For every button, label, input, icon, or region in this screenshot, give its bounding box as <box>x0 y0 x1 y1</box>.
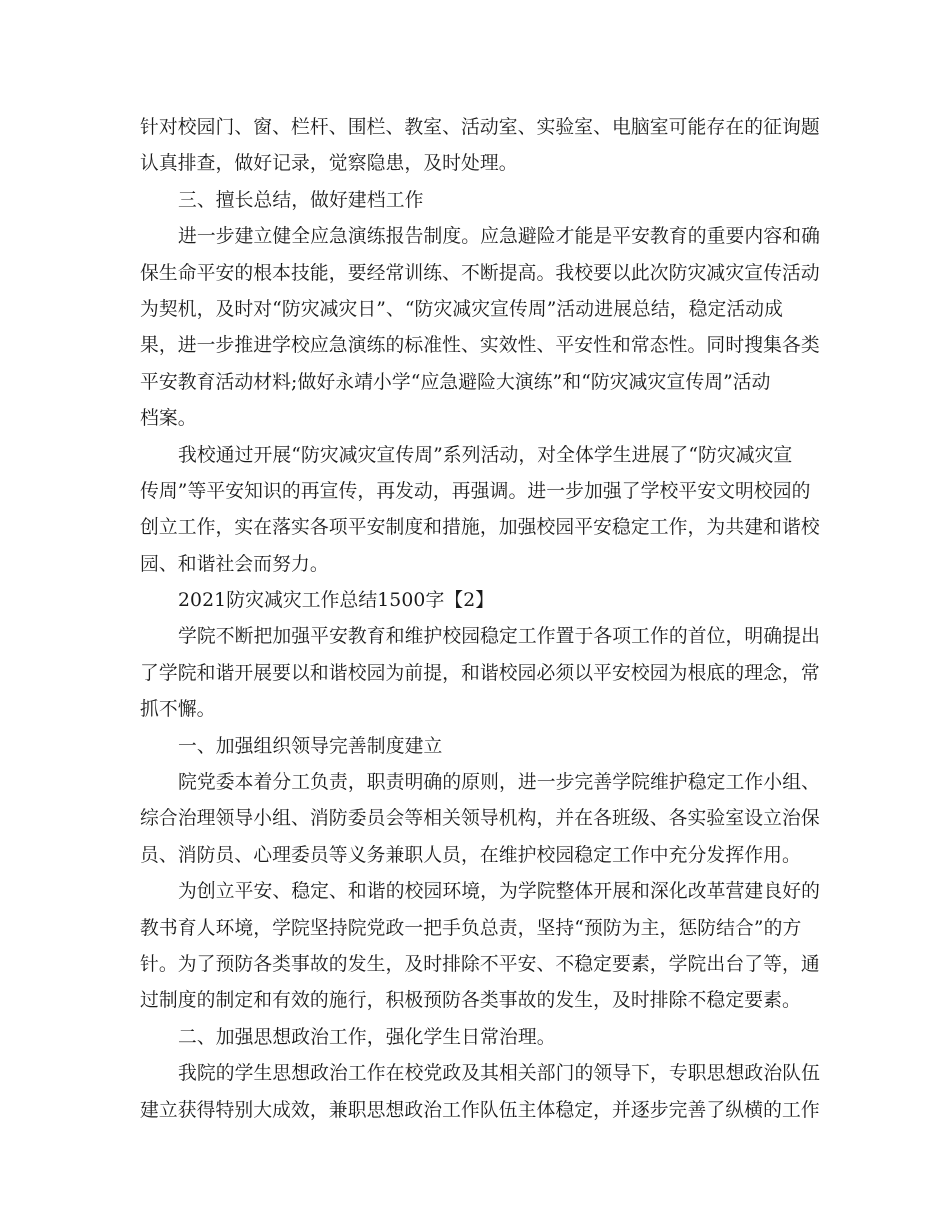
text-line: 我校通过开展“防灾减灾宣传周”系列活动，对全体学生进展了“防灾减灾宣 <box>178 444 793 466</box>
text-line: 综合治理领导小组、消防委员会等相关领导机构，并在各班级、各实验室设立治保 <box>140 808 820 830</box>
text-line: 建立获得特别大成效，兼职思想政治工作队伍主体稳定，并逐步完善了纵横的工作 <box>140 1099 820 1121</box>
text-line: 针。为了预防各类事故的发生，及时排除不平安、不稳定要素，学院出台了等，通 <box>140 953 820 975</box>
text-line: 传周”等平安知识的再宣传，再发动，再强调。进一步加强了学校平安文明校园的 <box>140 480 811 502</box>
text-line: 保生命平安的根本技能，要经常训练、不断提高。我校要以此次防灾减灾宣传活动 <box>140 262 820 284</box>
text-line: 三、擅长总结，做好建档工作 <box>178 189 424 211</box>
text-line: 为创立平安、稳定、和谐的校园环境，为学院整体开展和深化改革营建良好的 <box>178 881 820 903</box>
text-line: 我院的学生思想政治工作在校党政及其相关部门的领导下，专职思想政治队伍 <box>178 1063 820 1085</box>
text-line: 二、加强思想政治工作，强化学生日常治理。 <box>178 1026 556 1048</box>
text-line: 员、消防员、心理委员等义务兼职人员，在维护校园稳定工作中充分发挥作用。 <box>140 844 801 866</box>
document-body <box>140 110 820 1129</box>
text-line: 学院不断把加强平安教育和维护校园稳定工作置于各项工作的首位，明确提出 <box>178 626 820 648</box>
text-line: 针对校园门、窗、栏杆、围栏、教室、活动室、实验室、电脑室可能存在的征询题 <box>140 117 820 138</box>
text-line: 进一步建立健全应急演练报告制度。应急避险才能是平安教育的重要内容和确 <box>178 226 820 248</box>
text-line: 果，进一步推进学校应急演练的标准性、实效性、平安性和常态性。同时搜集各类 <box>140 335 820 357</box>
text-line: 认真排查，做好记录，觉察隐患，及时处理。 <box>140 153 518 175</box>
text-line: 过制度的制定和有效的施行，积极预防各类事故的发生，及时排除不稳定要素。 <box>140 990 801 1012</box>
text-line: 院党委本着分工负责，职责明确的原则，进一步完善学院维护稳定工作小组、 <box>178 772 820 794</box>
text-line: 教书育人环境，学院坚持院党政一把手负总责，坚持“预防为主，惩防结合”的方 <box>140 917 802 939</box>
text-line: 了学院和谐开展要以和谐校园为前提，和谐校园必须以平安校园为根底的理念，常 <box>140 662 820 684</box>
text-line: 2021防灾减灾工作总结1500字【2】 <box>178 590 495 612</box>
text-line: 为契机，及时对“防灾减灾日”、“防灾减灾宣传周”活动进展总结，稳定活动成 <box>140 298 784 320</box>
text-line: 抓不懈。 <box>140 699 216 721</box>
text-line: 创立工作，实在落实各项平安制度和措施，加强校园平安稳定工作，为共建和谐校 <box>140 517 820 539</box>
text-line: 平安教育活动材料;做好永靖小学“应急避险大演练”和“防灾减灾宣传周”活动 <box>140 371 771 393</box>
text-line: 一、加强组织领导完善制度建立 <box>178 735 443 757</box>
text-line: 园、和谐社会而努力。 <box>140 553 329 575</box>
text-line: 档案。 <box>140 408 197 430</box>
